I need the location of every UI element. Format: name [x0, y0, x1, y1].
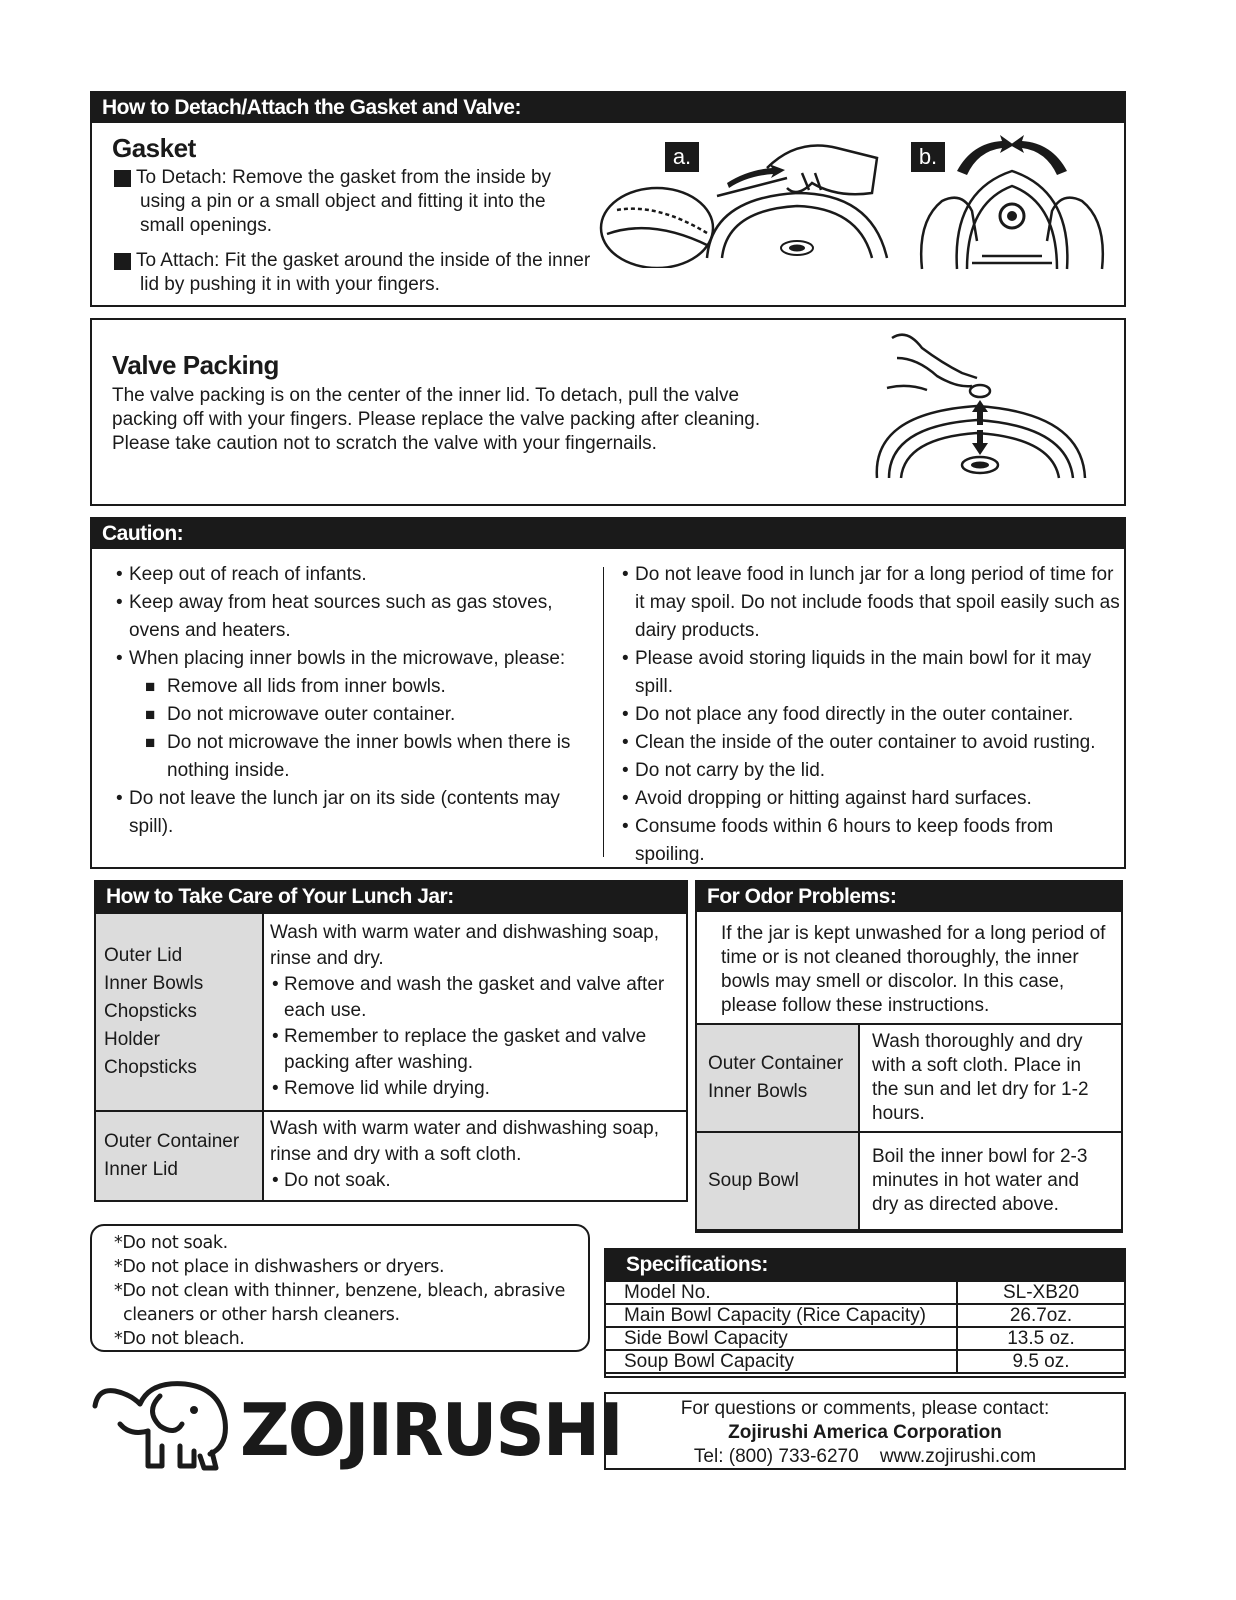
- spec-value: 9.5 oz.: [957, 1350, 1125, 1373]
- care-item: Chopsticks Holder: [104, 1001, 197, 1050]
- elephant-icon: [90, 1376, 240, 1476]
- specs-table: [604, 1280, 1126, 1374]
- odor-item: Inner Bowls: [708, 1081, 808, 1102]
- gasket-section-bar: How to Detach/Attach the Gasket and Valve:: [92, 93, 1124, 123]
- table-row: [605, 1327, 1125, 1350]
- care-items-cell: [95, 913, 263, 1111]
- contact-line: For questions or comments, please contact:: [680, 1398, 1050, 1419]
- gasket-detach-text: To Detach: Remove the gasket from the inside by using a pin or a small object and fitting it into the small openings.: [136, 167, 552, 236]
- table-row: [95, 913, 687, 1111]
- note-line-text: *Do not clean with thinner, benzene, bleach, abrasive cleaners or other harsh cleaners.: [114, 1281, 565, 1325]
- valve-line: The valve packing is on the center of the inner lid. To detach, pull the valve: [112, 385, 740, 406]
- caution-bar: Caution:: [92, 519, 1124, 549]
- brand-name: [240, 1390, 622, 1470]
- table-row: [696, 1024, 1122, 1132]
- caution-divider: [603, 567, 604, 857]
- caution-item: • Keep out of reach of infants.: [114, 561, 594, 589]
- note-line: *Do not place in dishwashers or dryers.: [114, 1257, 445, 1277]
- care-bullet: • Do not soak.: [270, 1168, 680, 1194]
- odor-items-cell: [696, 1024, 859, 1132]
- step-b-chip: b.: [114, 253, 131, 270]
- gasket-section: [90, 91, 1126, 307]
- gasket-detach-illustration: [597, 138, 897, 268]
- valve-text: [112, 384, 760, 456]
- caution-left-list: [114, 561, 594, 841]
- gasket-title: Gasket: [112, 133, 196, 163]
- odor-section: [695, 880, 1123, 1233]
- care-intro: Wash with warm water and dishwashing soap, rinse and dry with a soft cloth.: [270, 1118, 659, 1165]
- care-item: Inner Lid: [104, 1159, 178, 1180]
- care-item: Inner Bowls: [104, 973, 204, 994]
- odor-items-cell: [696, 1132, 859, 1230]
- valve-line: packing off with your fingers. Please replace the valve packing after cleaning.: [112, 409, 761, 430]
- contact-phone: Tel: (800) 733-6270: [693, 1446, 859, 1467]
- table-row: [605, 1350, 1125, 1373]
- care-item: Chopsticks: [104, 1057, 197, 1078]
- brand-wordmark: ZOJIRUSHI: [240, 1388, 622, 1472]
- step-a-chip: a.: [114, 170, 131, 187]
- table-row: [605, 1304, 1125, 1327]
- caution-item: • When placing inner bowls in the microwave, please:: [114, 645, 594, 673]
- gasket-attach-text: To Attach: Fit the gasket around the inside of the inner lid by pushing it in with your fingers.: [136, 250, 591, 295]
- caution-item: • Clean the inside of the outer container to avoid rusting.: [620, 729, 1120, 757]
- care-bar: How to Take Care of Your Lunch Jar:: [96, 882, 686, 912]
- caution-subitem: ■ Do not microwave the inner bowls when there is nothing inside.: [114, 729, 594, 785]
- care-item: Outer Container: [104, 1131, 240, 1152]
- care-section: [94, 880, 688, 1202]
- odor-table: [695, 1023, 1123, 1231]
- spec-label: Side Bowl Capacity: [605, 1327, 957, 1350]
- odor-instructions-cell: Wash thoroughly and dry with a soft cloth. Place in the sun and let dry for 1-2 hours.: [859, 1024, 1122, 1132]
- note-line: [114, 1279, 588, 1327]
- contact-company: Zojirushi America Corporation: [728, 1422, 1002, 1443]
- gasket-attach-step: [104, 249, 610, 297]
- spec-label: Model No.: [605, 1281, 957, 1304]
- care-items-cell: [95, 1111, 263, 1201]
- table-row: [95, 1111, 687, 1201]
- caution-item: • Do not leave food in lunch jar for a long period of time for it may spoil. Do not include foods that spoil easily such as dairy products.: [620, 561, 1120, 645]
- gasket-attach-illustration: [912, 131, 1112, 271]
- odor-item: Soup Bowl: [708, 1170, 799, 1191]
- brand-logo: [90, 1374, 622, 1484]
- caution-item: • Do not carry by the lid.: [620, 757, 1120, 785]
- caution-item: • Avoid dropping or hitting against hard surfaces.: [620, 785, 1120, 813]
- contact-website: www.zojirushi.com: [879, 1446, 1037, 1467]
- care-intro: Wash with warm water and dishwashing soap, rinse and dry.: [270, 922, 659, 969]
- valve-packing-illustration: [867, 328, 1092, 483]
- spec-label: Main Bowl Capacity (Rice Capacity): [605, 1304, 957, 1327]
- valve-section: [90, 318, 1126, 506]
- caution-right-list: [620, 561, 1120, 869]
- illustration-b-label: b.: [911, 142, 945, 172]
- caution-item: • Please avoid storing liquids in the main bowl for it may spill.: [620, 645, 1120, 701]
- care-instructions-cell: [263, 913, 687, 1111]
- odor-bar: For Odor Problems:: [697, 882, 1121, 912]
- care-bullet: • Remove lid while drying.: [270, 1076, 680, 1102]
- odor-intro: If the jar is kept unwashed for a long period of time or is not cleaned thoroughly, the inner bowls may smell or discolor. In this case, please follow these instructions.: [721, 923, 1106, 1016]
- note-line: *Do not bleach.: [114, 1329, 245, 1349]
- odor-item: Outer Container: [708, 1053, 844, 1074]
- caution-subitem: ■ Remove all lids from inner bowls.: [114, 673, 594, 701]
- specs-section: [604, 1248, 1126, 1378]
- caution-item: • Do not place any food directly in the outer container.: [620, 701, 1120, 729]
- odor-instructions-cell: Boil the inner bowl for 2-3 minutes in hot water and dry as directed above.: [859, 1132, 1122, 1230]
- table-row: [696, 1132, 1122, 1230]
- illustration-a-label: a.: [665, 142, 699, 172]
- note-line: *Do not soak.: [114, 1233, 228, 1253]
- table-row: [605, 1281, 1125, 1304]
- contact-line: [606, 1445, 1124, 1469]
- caution-item: • Consume foods within 6 hours to keep foods from spoiling.: [620, 813, 1120, 869]
- caution-subitem: ■ Do not microwave outer container.: [114, 701, 594, 729]
- spec-value: SL-XB20: [957, 1281, 1125, 1304]
- gasket-detach-step: [104, 166, 590, 238]
- contact-box: [604, 1392, 1126, 1470]
- caution-section: [90, 517, 1126, 869]
- notes-box: [90, 1224, 590, 1352]
- spec-value: 13.5 oz.: [957, 1327, 1125, 1350]
- care-instructions-cell: [263, 1111, 687, 1201]
- specs-bar: Specifications:: [606, 1250, 1124, 1280]
- care-bullet: • Remove and wash the gasket and valve after each use.: [270, 972, 680, 1024]
- care-table: [94, 912, 688, 1202]
- spec-label: Soup Bowl Capacity: [605, 1350, 957, 1373]
- caution-item: • Do not leave the lunch jar on its side (contents may spill).: [114, 785, 594, 841]
- valve-title: Valve Packing: [112, 350, 279, 380]
- valve-line: Please take caution not to scratch the valve with your fingernails.: [112, 433, 657, 454]
- care-bullet: • Remember to replace the gasket and valve packing after washing.: [270, 1024, 680, 1076]
- care-item: Outer Lid: [104, 945, 183, 966]
- spec-value: 26.7oz.: [957, 1304, 1125, 1327]
- caution-item: • Keep away from heat sources such as gas stoves, ovens and heaters.: [114, 589, 594, 645]
